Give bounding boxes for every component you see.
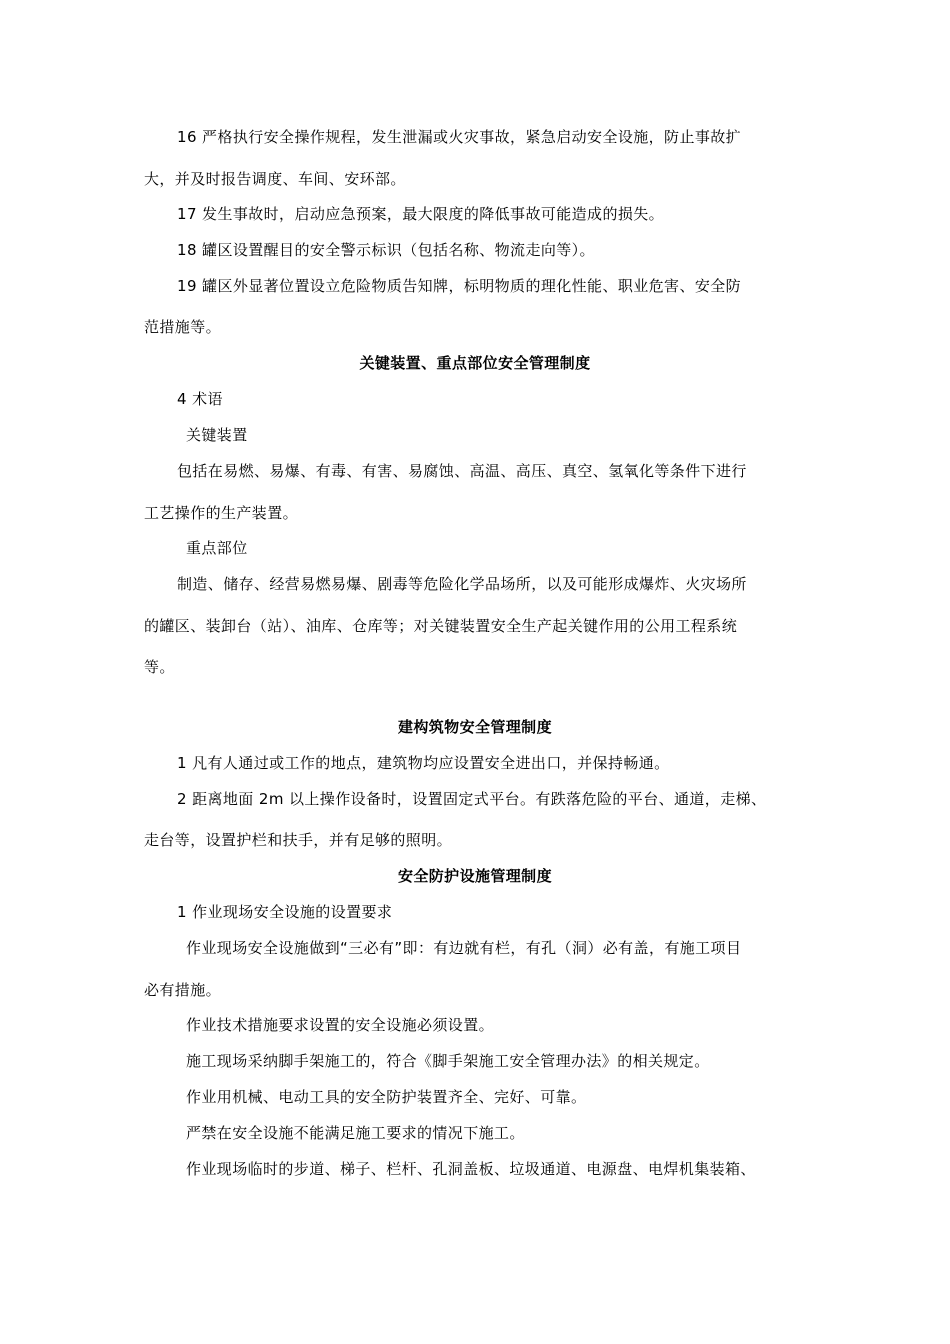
clause-4-terms: 4 术语: [177, 390, 223, 408]
section-heading-key-devices: 关键装置、重点部位安全管理制度: [359, 354, 591, 372]
paragraph-18: 18 罐区设置醒目的安全警示标识（包括名称、物流走向等）。: [177, 241, 595, 259]
paragraph-19-continued: 范措施等。: [144, 318, 222, 336]
building-rule-1: 1 凡有人通过或工作的地点，建筑物均应设置安全进出口，并保持畅通。: [177, 754, 670, 772]
paragraph-16: 16 严格执行安全操作规程，发生泄漏或火灾事故，紧急启动安全设施，防止事故扩: [177, 128, 742, 146]
facility-item-scaffold: 施工现场采纳脚手架施工的，符合《脚手架施工安全管理办法》的相关规定。: [186, 1052, 710, 1070]
section-heading-protective-facilities: 安全防护设施管理制度: [397, 867, 552, 885]
definition-key-parts: 制造、储存、经营易燃易爆、剧毒等危险化学品场所，以及可能形成爆炸、火灾场所: [177, 575, 747, 593]
definition-key-parts-end: 等。: [144, 658, 175, 676]
facility-item-prohibited: 严禁在安全设施不能满足施工要求的情况下施工。: [186, 1124, 525, 1142]
building-rule-2: 2 距离地面 2m 以上操作设备时，设置固定式平台。有跌落危险的平台、通道，走梯、: [177, 790, 767, 808]
definition-key-devices: 包括在易燃、易爆、有毒、有害、易腐蚀、高温、高压、真空、氢氧化等条件下进行: [177, 462, 747, 480]
facility-three-musts: 作业现场安全设施做到“三必有”即：有边就有栏，有孔（洞）必有盖，有施工项目: [186, 939, 742, 957]
paragraph-17: 17 发生事故时，启动应急预案，最大限度的降低事故可能造成的损失。: [177, 205, 665, 223]
paragraph-16-continued: 大，并及时报告调度、车间、安环部。: [144, 170, 406, 188]
facility-item-temporary: 作业现场临时的步道、梯子、栏杆、孔洞盖板、垃圾通道、电源盘、电焊机集装箱、: [186, 1160, 756, 1178]
term-key-devices: 关键装置: [186, 426, 248, 444]
building-rule-2-continued: 走台等，设置护栏和扶手，并有足够的照明。: [144, 831, 453, 849]
facility-item-technical: 作业技术措施要求设置的安全设施必须设置。: [186, 1016, 495, 1034]
paragraph-19: 19 罐区外显著位置设立危险物质告知牌，标明物质的理化性能、职业危害、安全防: [177, 277, 742, 295]
definition-key-devices-continued: 工艺操作的生产装置。: [144, 504, 299, 522]
term-key-parts: 重点部位: [186, 539, 248, 557]
facility-item-tools: 作业用机械、电动工具的安全防护装置齐全、完好、可靠。: [186, 1088, 587, 1106]
facility-clause-1: 1 作业现场安全设施的设置要求: [177, 903, 393, 921]
definition-key-parts-continued: 的罐区、装卸台（站）、油库、仓库等；对关键装置安全生产起关键作用的公用工程系统: [144, 617, 738, 635]
facility-three-musts-continued: 必有措施。: [144, 981, 222, 999]
section-heading-buildings: 建构筑物安全管理制度: [397, 718, 552, 736]
